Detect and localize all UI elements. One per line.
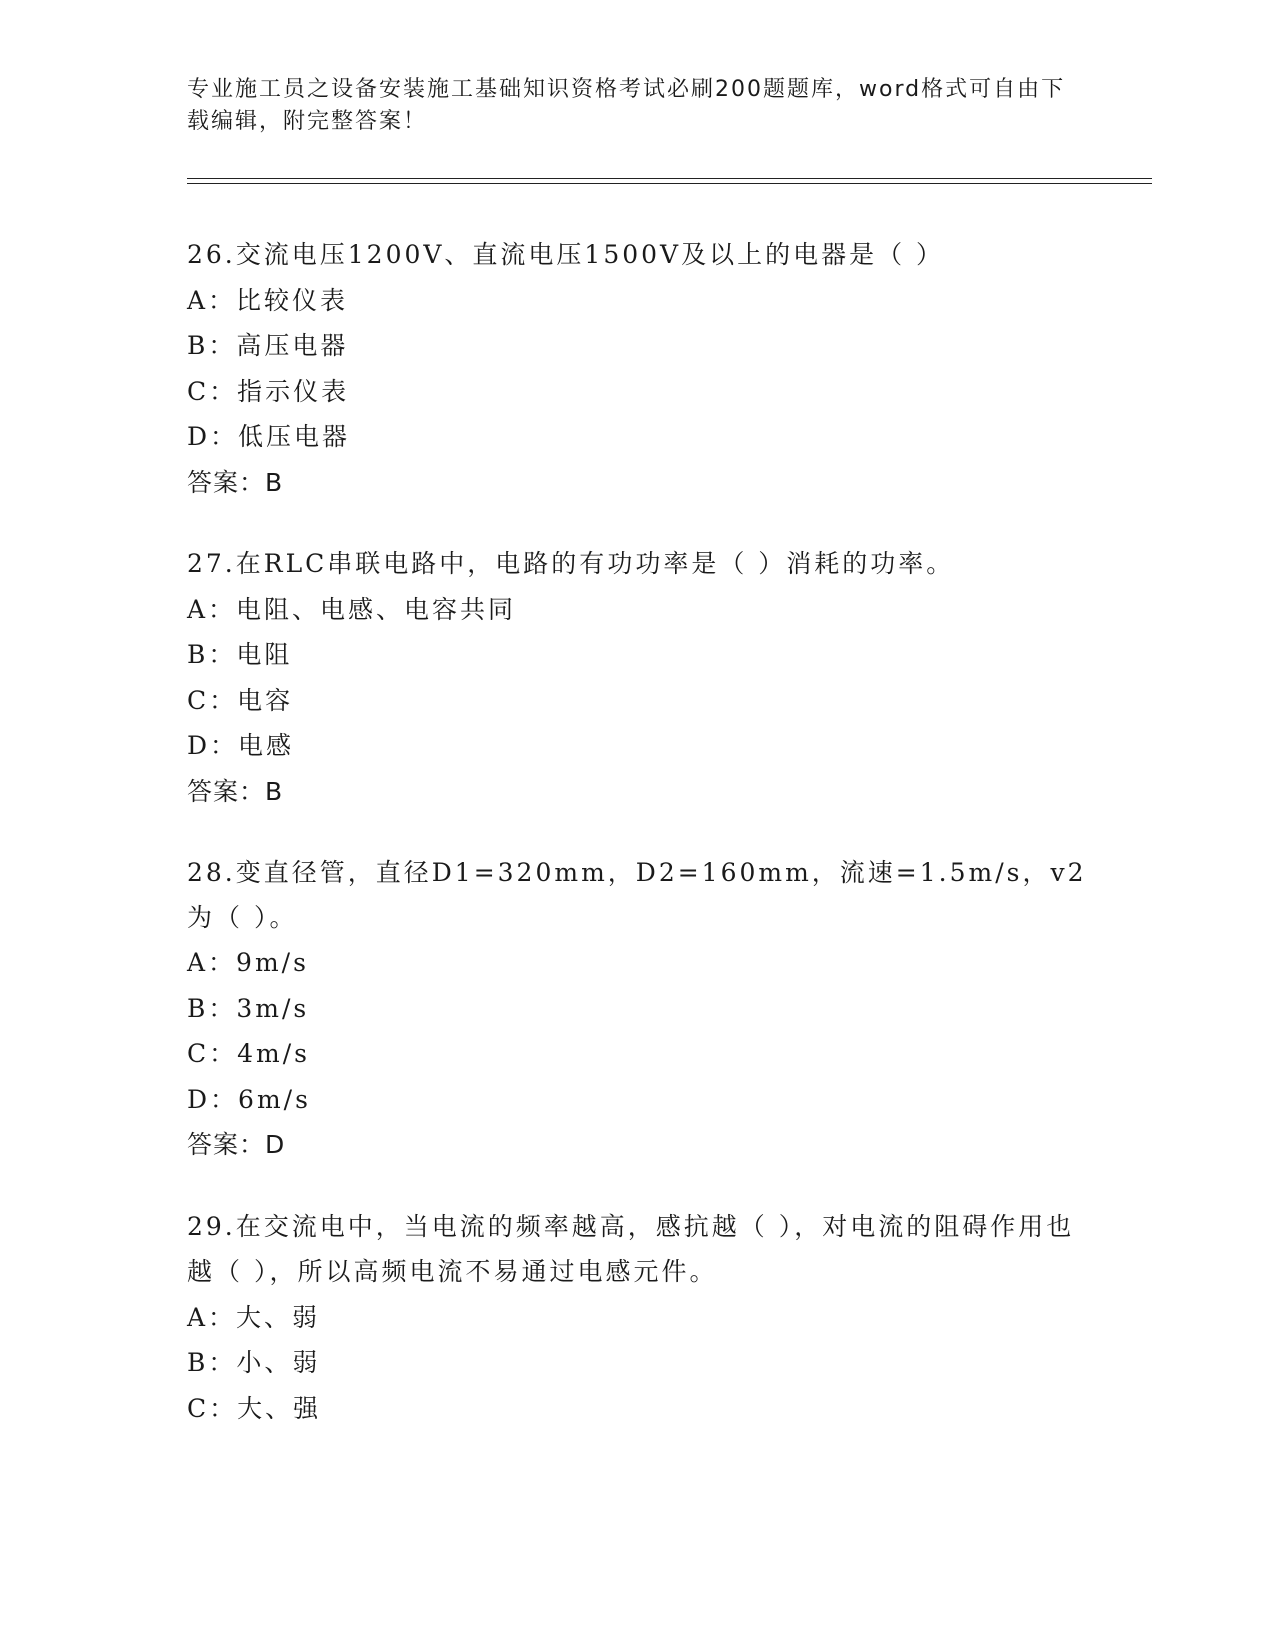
option-b: B：电阻 xyxy=(187,640,293,669)
option-b: B：高压电器 xyxy=(187,331,349,360)
option-d: D：低压电器 xyxy=(187,422,351,451)
option-c: C：4m/s xyxy=(187,1039,310,1068)
option-a: A：电阻、电感、电容共同 xyxy=(187,594,517,624)
answer: 答案：B xyxy=(187,467,284,497)
answer: 答案：B xyxy=(187,776,284,806)
question-26 xyxy=(187,232,1087,505)
option-b: B：3m/s xyxy=(187,993,310,1023)
option-d: D：电感 xyxy=(187,731,295,760)
question-27 xyxy=(187,541,1087,814)
question-28 xyxy=(187,850,1087,1168)
option-c: C：指示仪表 xyxy=(187,376,350,406)
option-a: A：9m/s xyxy=(187,948,309,977)
option-a: A：比较仪表 xyxy=(187,285,349,315)
question-text: 28.变直径管，直径D1=320mm，D2=160mm，流速=1.5m/s，v2为（ ）。 xyxy=(187,858,1087,932)
option-a: A：大、弱 xyxy=(187,1302,321,1332)
header-divider-top xyxy=(187,178,1152,179)
option-d: D：6m/s xyxy=(187,1084,311,1114)
question-list xyxy=(187,232,1087,1467)
question-text: 26.交流电压1200V、直流电压1500V及以上的电器是（ ） xyxy=(187,240,945,269)
header-divider-bottom xyxy=(187,183,1152,184)
option-b: B：小、弱 xyxy=(187,1348,321,1377)
question-text: 29.在交流电中，当电流的频率越高，感抗越（ ），对电流的阻碍作用也越（ ），所以高频电流不易通过电感元件。 xyxy=(187,1211,1075,1286)
option-c: C：大、强 xyxy=(187,1393,322,1423)
option-c: C：电容 xyxy=(187,685,294,715)
question-29 xyxy=(187,1204,1087,1432)
question-text: 27.在RLC串联电路中，电路的有功功率是（ ）消耗的功率。 xyxy=(187,549,955,578)
answer: 答案：D xyxy=(187,1130,286,1159)
document-header: 专业施工员之设备安装施工基础知识资格考试必刷200题题库，word格式可自由下载编辑，附完整答案！ xyxy=(187,77,1066,134)
